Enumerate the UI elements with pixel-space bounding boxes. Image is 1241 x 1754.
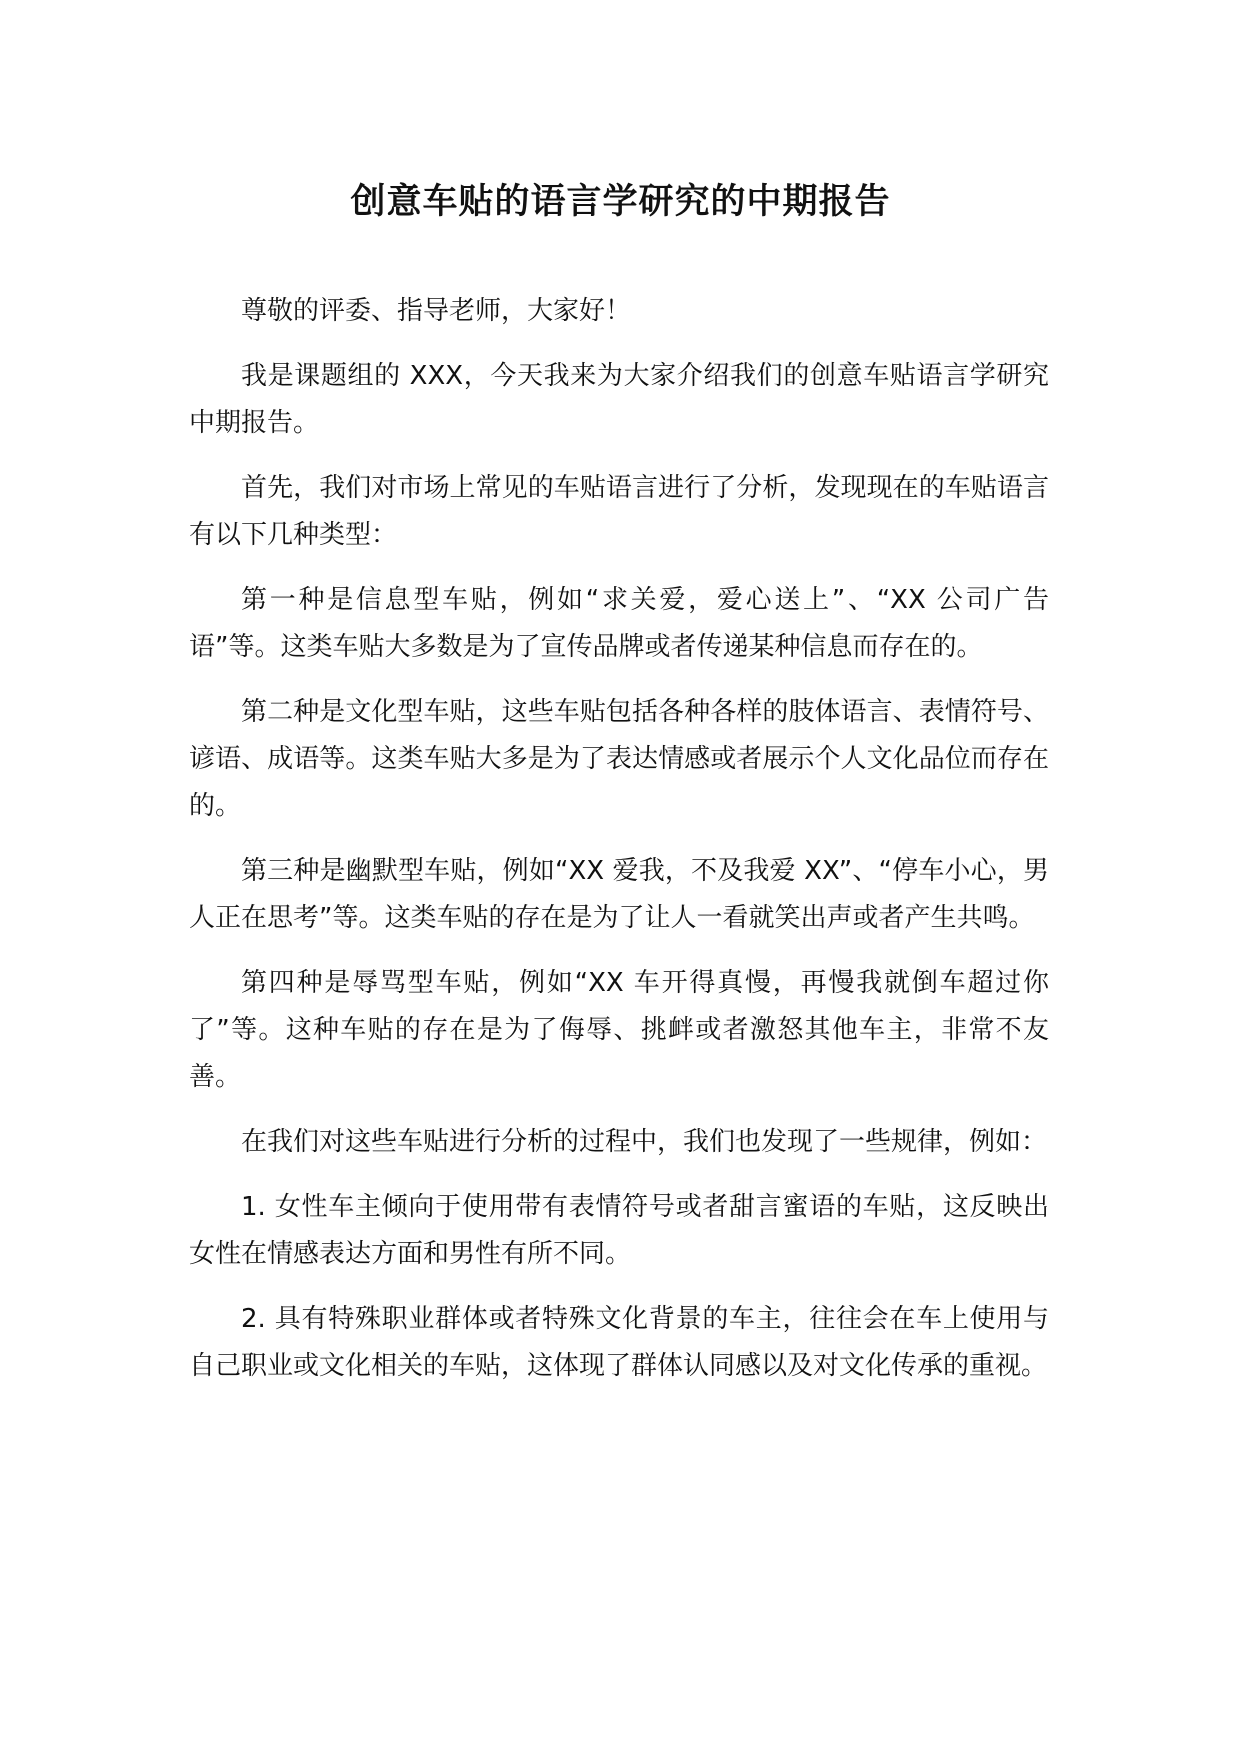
paragraph-type-insult: 第四种是辱骂型车贴，例如“XX 车开得真慢，再慢我就倒车超过你了”等。这种车贴的存在是为了侮辱、挑衅或者激怒其他车主，非常不友善。: [189, 968, 1049, 1092]
document-title: 创意车贴的语言学研究的中期报告: [350, 182, 891, 222]
paragraph-introduction: 我是课题组的 XXX，今天我来为大家介绍我们的创意车贴语言学研究中期报告。: [189, 361, 1049, 438]
paragraph-greeting: 尊敬的评委、指导老师，大家好！: [241, 296, 632, 326]
paragraph-patterns-intro: 在我们对这些车贴进行分析的过程中，我们也发现了一些规律，例如：: [241, 1127, 1048, 1157]
paragraph-type-humor: 第三种是幽默型车贴，例如“XX 爱我，不及我爱 XX”、“停车小心，男人正在思考”等。这类车贴的存在是为了让人一看就笑出声或者产生共鸣。: [189, 856, 1049, 933]
paragraph-type-culture: 第二种是文化型车贴，这些车贴包括各种各样的肢体语言、表情符号、谚语、成语等。这类车贴大多是为了表达情感或者展示个人文化品位而存在的。: [189, 697, 1049, 821]
document-body: [189, 288, 1049, 1408]
paragraph-analysis-overview: 首先，我们对市场上常见的车贴语言进行了分析，发现现在的车贴语言有以下几种类型：: [189, 473, 1049, 550]
paragraph-type-information: 第一种是信息型车贴，例如“求关爱，爱心送上”、“XX 公司广告语”等。这类车贴大多数是为了宣传品牌或者传递某种信息而存在的。: [189, 585, 1049, 662]
paragraph-pattern-2: 2. 具有特殊职业群体或者特殊文化背景的车主，往往会在车上使用与自己职业或文化相关的车贴，这体现了群体认同感以及对文化传承的重视。: [189, 1304, 1049, 1381]
paragraph-pattern-1: 1. 女性车主倾向于使用带有表情符号或者甜言蜜语的车贴，这反映出女性在情感表达方面和男性有所不同。: [189, 1192, 1049, 1269]
